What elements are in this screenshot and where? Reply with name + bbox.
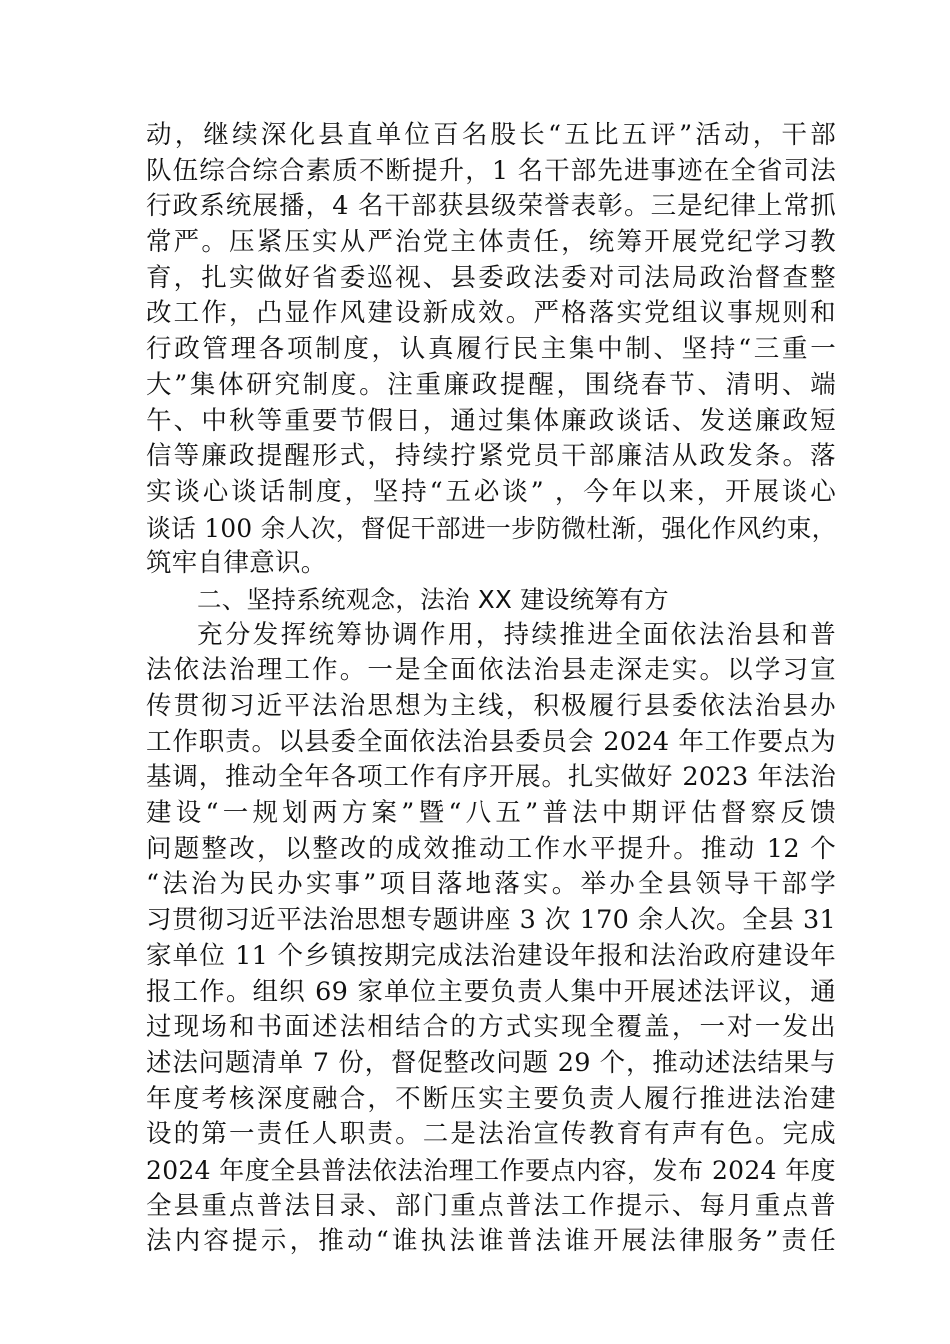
text-line: 报工作。组织 69 家单位主要负责人集中开展述法评议，通 — [146, 976, 836, 1007]
text-line: 信等廉政提醒形式，持续拧紧党员干部廉洁从政发条。落 — [146, 441, 836, 472]
text-line: 建设“一规划两方案”暨“八五”普法中期评估督察反馈 — [146, 798, 836, 829]
text-line: 述法问题清单 7 份，督促整改问题 29 个，推动述法结果与 — [146, 1047, 836, 1078]
text-line: 改工作，凸显作风建设新成效。严格落实党组议事规则和 — [146, 298, 836, 329]
text-line: 工作职责。以县委全面依法治县委员会 2024 年工作要点为 — [146, 726, 836, 757]
text-line: 队伍综合综合素质不断提升，1 名干部先进事迹在全省司法 — [146, 155, 836, 186]
paragraph-2 — [146, 618, 836, 1260]
text-line: 大”集体研究制度。注重廉政提醒，围绕春节、清明、端 — [146, 369, 836, 400]
text-line: 设的第一责任人职责。二是法治宣传教育有声有色。完成 — [146, 1119, 836, 1150]
text-line: 基调，推动全年各项工作有序开展。扎实做好 2023 年法治 — [146, 762, 836, 793]
text-line: 谈话 100 余人次，督促干部进一步防微杜渐，强化作风约束， — [146, 513, 837, 543]
text-line: 筑牢自律意识。 — [146, 548, 327, 579]
text-line: 年度考核深度融合，不断压实主要负责人履行推进法治建 — [146, 1083, 836, 1114]
text-line: “法治为民办实事”项目落地落实。举办全县领导干部学 — [146, 869, 836, 900]
text-line: 实谈心谈话制度，坚持“五必谈” ，今年以来，开展谈心 — [146, 476, 836, 507]
text-line: 行政系统展播，4 名干部获县级荣誉表彰。三是纪律上常抓 — [146, 191, 836, 222]
document-body — [146, 118, 836, 1260]
text-line: 法内容提示，推动“谁执法谁普法谁开展法律服务”责任 — [146, 1226, 836, 1257]
text-line: 问题整改，以整改的成效推动工作水平提升。推动 12 个 — [146, 833, 836, 864]
text-line: 习贯彻习近平法治思想专题讲座 3 次 170 余人次。全县 31 — [146, 905, 836, 936]
text-line: 充分发挥统筹协调作用，持续推进全面依法治县和普 — [197, 619, 836, 650]
text-line: 常严。压紧压实从严治党主体责任，统筹开展党纪学习教 — [146, 227, 836, 258]
text-line: 行政管理各项制度，认真履行民主集中制、坚持“三重一 — [146, 334, 836, 365]
text-line: 育，扎实做好省委巡视、县委政法委对司法局政治督查整 — [146, 262, 836, 293]
text-line: 过现场和书面述法相结合的方式实现全覆盖，一对一发出 — [146, 1012, 836, 1043]
section-heading: 二、坚持系统观念，法治 XX 建设统筹有方 — [197, 584, 669, 614]
text-line: 家单位 11 个乡镇按期完成法治建设年报和法治政府建设年 — [146, 940, 836, 971]
text-line: 2024 年度全县普法依法治理工作要点内容，发布 2024 年度 — [146, 1155, 836, 1185]
text-line: 法依法治理工作。一是全面依法治县走深走实。以学习宣 — [146, 655, 836, 686]
text-line: 全县重点普法目录、部门重点普法工作提示、每月重点普 — [146, 1190, 836, 1221]
text-line: 传贯彻习近平法治思想为主线，积极履行县委依法治县办 — [146, 691, 836, 721]
paragraph-1 — [146, 118, 836, 582]
text-line: 午、中秋等重要节假日，通过集体廉政谈话、发送廉政短 — [146, 405, 836, 436]
text-line: 动，继续深化县直单位百名股长“五比五评”活动，干部 — [146, 120, 836, 150]
